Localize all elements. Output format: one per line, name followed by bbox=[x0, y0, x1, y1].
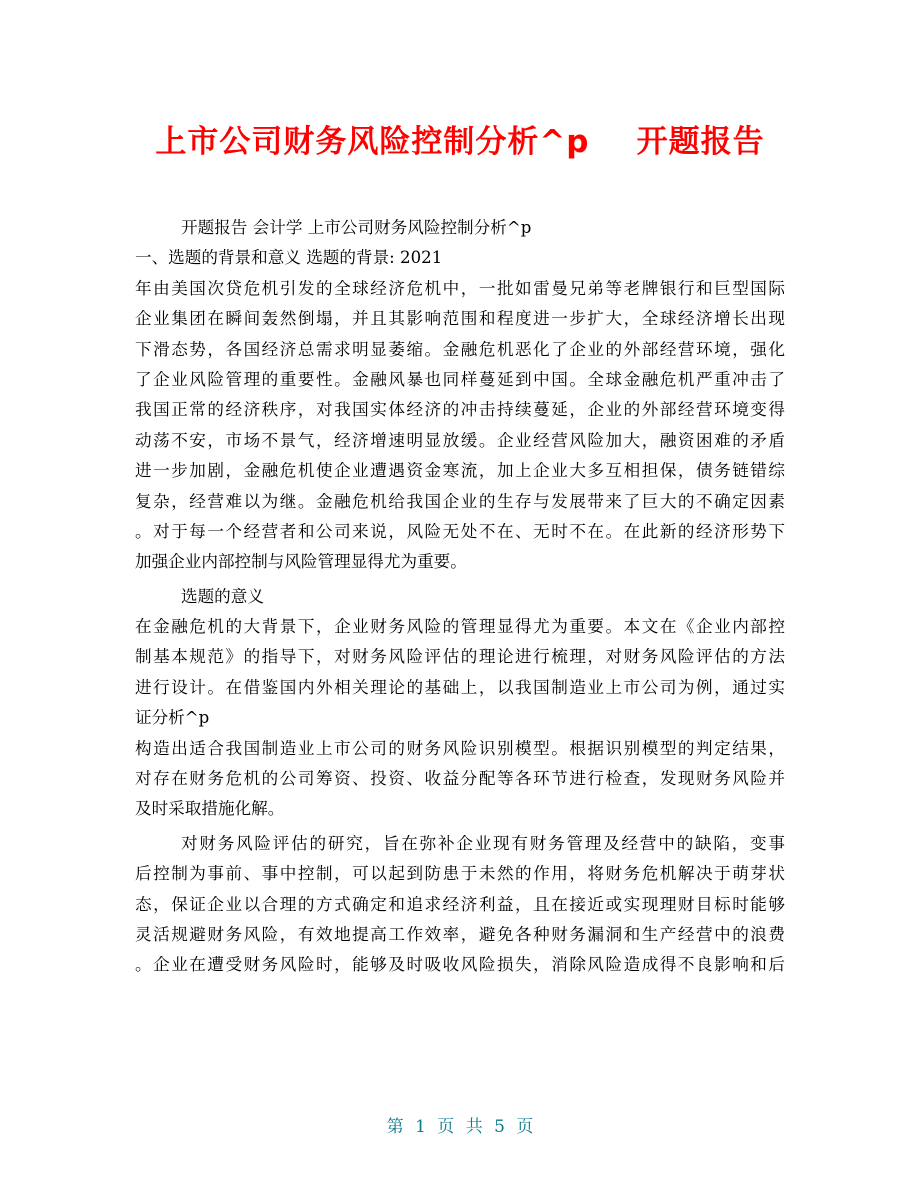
body-line: 构造出适合我国制造业上市公司的财务风险识别模型。根据识别模型的判定结果， bbox=[135, 738, 785, 758]
section-heading: 选题的意义 bbox=[181, 586, 264, 606]
body-line: 一、选题的背景和意义 选题的背景: 2021 bbox=[135, 248, 443, 268]
body-line: 。对于每一个经营者和公司来说，风险无处不在、无时不在。在此新的经济形势下 bbox=[135, 521, 785, 541]
body-line: 加强企业内部控制与风险管理显得尤为重要。 bbox=[135, 552, 467, 572]
body-line: 制基本规范》的指导下，对财务风险评估的理论进行梳理，对财务风险评估的方法 bbox=[135, 647, 785, 667]
body-line: 灵活规避财务风险，有效地提高工作效率，避免各种财务漏洞和生产经营中的浪费 bbox=[135, 924, 785, 944]
body-line: 后控制为事前、事中控制，可以起到防患于未然的作用，将财务危机解决于萌芽状 bbox=[135, 864, 785, 884]
body-line: 我国正常的经济秩序，对我国实体经济的冲击持续蔓延，企业的外部经营环境变得 bbox=[135, 400, 785, 420]
body-line: 态，保证企业以合理的方式确定和追求经济利益，且在接近或实现理财目标时能够 bbox=[135, 894, 785, 914]
page-footer: 第 1 页 共 5 页 bbox=[386, 1117, 534, 1137]
body-line: 年由美国次贷危机引发的全球经济危机中，一批如雷曼兄弟等老牌银行和巨型国际 bbox=[135, 278, 785, 298]
document-title: 上市公司财务风险控制分析^p 开题报告 bbox=[155, 124, 765, 160]
body-line: 进一步加剧，金融危机使企业遭遇资金寒流，加上企业大多互相担保，债务链错综 bbox=[135, 461, 785, 481]
document-body bbox=[135, 213, 785, 981]
body-line: 复杂，经营难以为继。金融危机给我国企业的生存与发展带来了巨大的不确定因素 bbox=[135, 491, 785, 511]
body-line: 了企业风险管理的重要性。金融风暴也同样蔓延到中国。全球金融危机严重冲击了 bbox=[135, 369, 785, 389]
body-line: 对存在财务危机的公司筹资、投资、收益分配等各环节进行检查，发现财务风险并 bbox=[135, 769, 785, 789]
body-line: 在金融危机的大背景下，企业财务风险的管理显得尤为重要。本文在《企业内部控 bbox=[135, 617, 785, 637]
body-line: 企业集团在瞬间轰然倒塌，并且其影响范围和程度进一步扩大，全球经济增长出现 bbox=[135, 309, 785, 329]
body-line: 。企业在遭受财务风险时，能够及时吸收风险损失，消除风险造成得不良影响和后 bbox=[135, 955, 785, 975]
body-line: 对财务风险评估的研究，旨在弥补企业现有财务管理及经营中的缺陷，变事 bbox=[181, 833, 785, 853]
body-line: 开题报告 会计学 上市公司财务风险控制分析^p bbox=[181, 218, 532, 237]
body-line: 证分析^p bbox=[135, 708, 210, 728]
body-line: 动荡不安，市场不景气，经济增速明显放缓。企业经营风险加大，融资困难的矛盾 bbox=[135, 430, 785, 450]
body-line: 及时采取措施化解。 bbox=[135, 799, 285, 819]
body-line: 下滑态势，各国经济总需求明显萎缩。金融危机恶化了企业的外部经营环境，强化 bbox=[135, 339, 785, 359]
body-line: 进行设计。在借鉴国内外相关理论的基础上，以我国制造业上市公司为例，通过实 bbox=[135, 677, 785, 697]
